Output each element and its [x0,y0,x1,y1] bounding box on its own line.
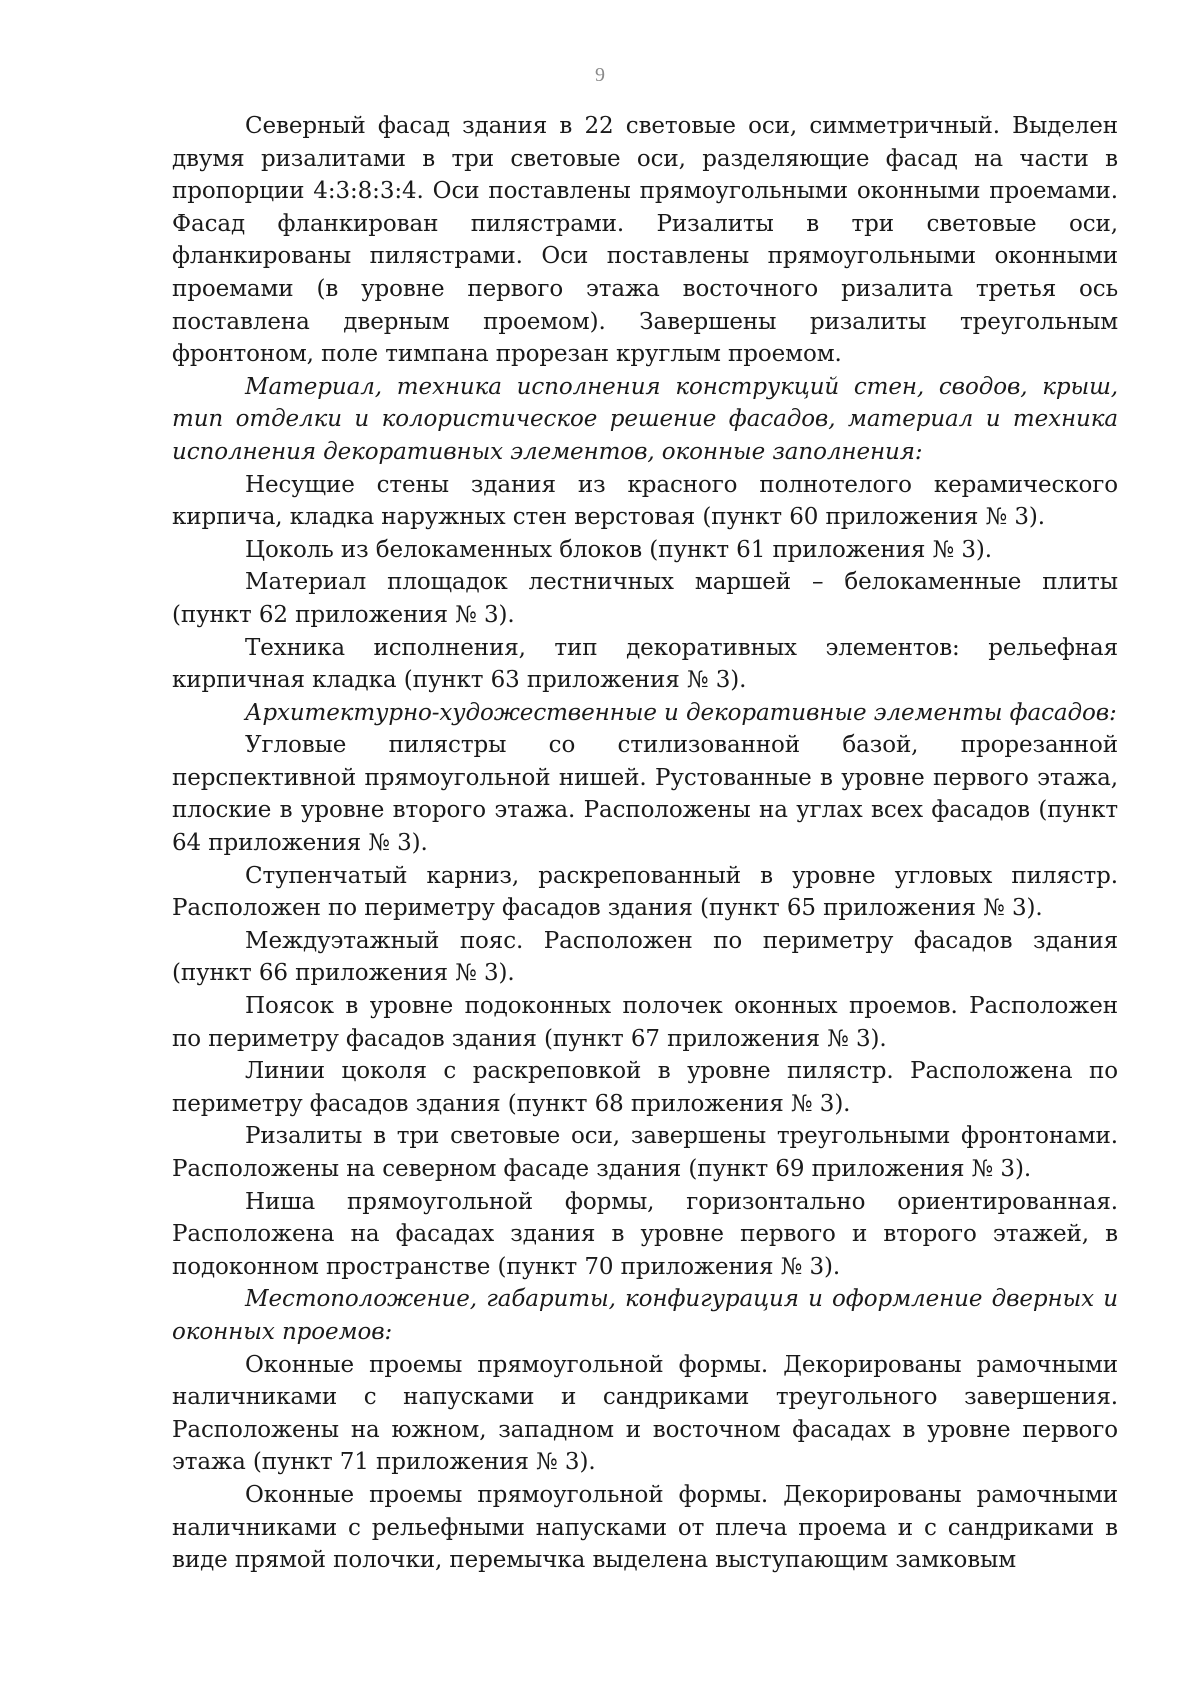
document-body [172,110,1118,1577]
paragraph-stair-landings: Материал площадок лестничных маршей – белокаменные плиты (пункт 62 приложения № 3). [172,569,1118,628]
paragraph-windows-keystone: Оконные проемы прямоугольной формы. Декорированы рамочными наличниками с рельефными напусками от плеча проема и с сандриками в виде прямой полочки, перемычка выделена выступающим замковым [172,1481,1118,1574]
paragraph-interfloor-belt: Междуэтажный пояс. Расположен по периметру фасадов здания (пункт 66 приложения № 3). [172,927,1118,987]
paragraph-windows-first-floor: Оконные проемы прямоугольной формы. Декорированы рамочными наличниками с напусками и сандриками треугольного завершения. Расположены на южном, западном и восточном фасадах в уровне первого этажа (пункт 71 приложения № 3). [172,1351,1118,1476]
page-number: 9 [595,64,605,86]
paragraph-corner-pilasters: Угловые пилястры со стилизованной базой, прорезанной перспективной прямоугольной нишей. Рустованные в уровне первого этажа, плоские в уровне второго этажа. Расположены на углах всех фасадов (пункт 64 приложения № 3). [172,732,1118,857]
paragraph-north-facade: Северный фасад здания в 22 световые оси, симметричный. Выделен двумя ризалитами в три световые оси, разделяющие фасад на части в пропорции 4:3:8:3:4. Оси поставлены прямоугольными оконными проемами. Фасад фланкирован пилястрами. Ризалиты в три световые оси, фланкированы пилястрами. Оси поставлены прямоугольными оконными проемами (в уровне первого этажа восточного ризалита третья ось поставлена дверным проемом). Завершены ризалиты треугольным фронтоном, поле тимпана прорезан круглым проемом. [172,113,1118,368]
paragraph-risalits: Ризалиты в три световые оси, завершены треугольными фронтонами. Расположены на северном фасаде здания (пункт 69 приложения № 3). [172,1123,1118,1182]
heading-architectural-elements: Архитектурно-художественные и декоративные элементы фасадов: [245,699,1117,726]
paragraph-plinth-lines: Линии цоколя с раскреповкой в уровне пилястр. Расположена по периметру фасадов здания (пункт 68 приложения № 3). [172,1058,1118,1117]
paragraph-decor-technique: Техника исполнения, тип декоративных элементов: рельефная кирпичная кладка (пункт 63 приложения № 3). [172,634,1118,694]
paragraph-niche: Ниша прямоугольной формы, горизонтально ориентированная. Расположена на фасадах здания в уровне первого и второго этажей, в подоконном пространстве (пункт 70 приложения № 3). [172,1188,1118,1280]
paragraph-cornice: Ступенчатый карниз, раскрепованный в уровне угловых пилястр. Расположен по периметру фасадов здания (пункт 65 приложения № 3). [172,862,1118,922]
heading-openings: Местоположение, габариты, конфигурация и оформление дверных и оконных проемов: [172,1286,1118,1345]
paragraph-walls: Несущие стены здания из красного полнотелого керамического кирпича, кладка наружных стен верстовая (пункт 60 приложения № 3). [172,471,1118,531]
heading-materials: Материал, техника исполнения конструкций стен, сводов, крыш, тип отделки и колористическое решение фасадов, материал и техника исполнения декоративных элементов, оконные заполнения: [172,373,1118,465]
paragraph-plinth: Цоколь из белокаменных блоков (пункт 61 приложения № 3). [245,536,992,563]
paragraph-sill-band: Поясок в уровне подоконных полочек оконных проемов. Расположен по периметру фасадов здания (пункт 67 приложения № 3). [172,993,1118,1052]
